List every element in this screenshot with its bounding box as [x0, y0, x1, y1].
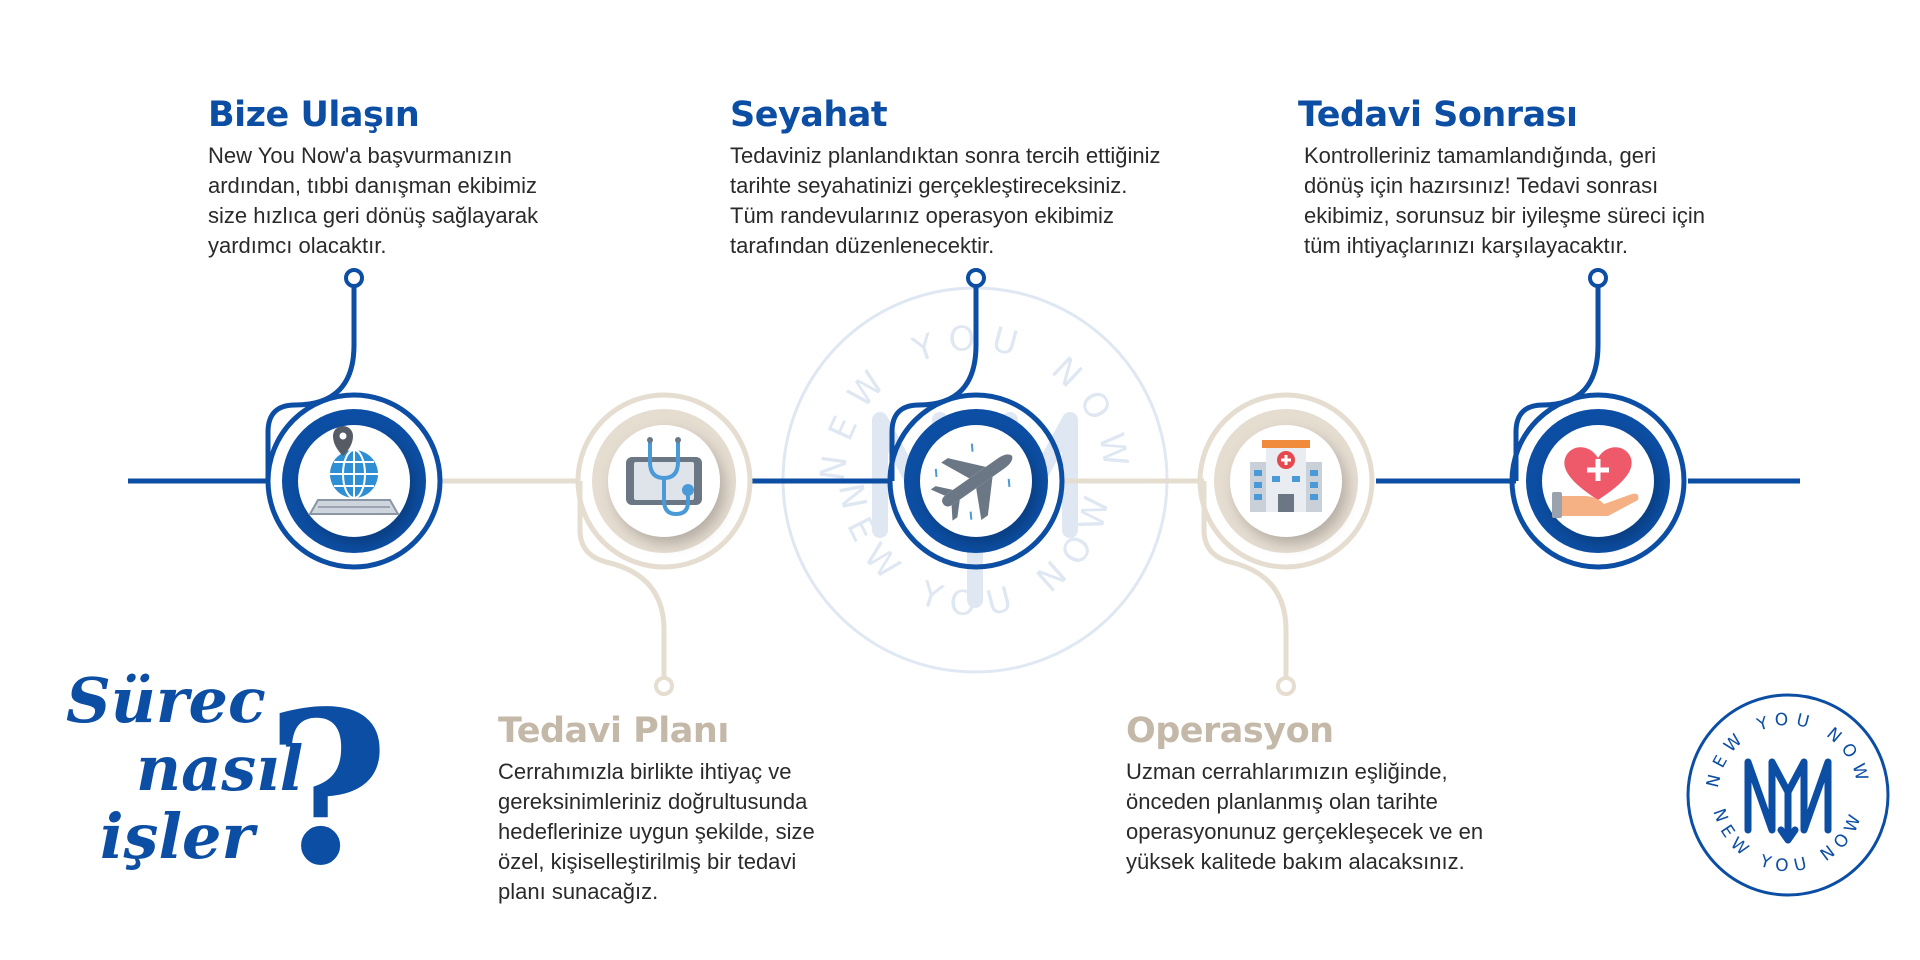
upper-pins	[346, 270, 1606, 286]
step-3-description: Tedaviniz planlandıktan sonra tercih ettiğiniz tarihte seyahatinizi gerçekleştireceksiniz. Tüm randevularınız operasyon ekibimiz tarafından düzenlenecektir.	[730, 142, 1161, 258]
step-3-block	[730, 96, 1240, 261]
svg-text:NEW YOU NOW: NEW YOU NOW	[1703, 709, 1874, 790]
step-1-node	[268, 395, 440, 567]
step-3-title: Seyahat	[730, 95, 888, 135]
question-mark: ?	[266, 665, 390, 912]
step-2-node	[578, 395, 750, 567]
step-2-title: Tedavi Planı	[498, 711, 729, 751]
svg-text:NEW YOU NOW: NEW YOU NOW	[812, 318, 1138, 484]
step-5-block	[1298, 96, 1768, 261]
step-1-block	[208, 96, 608, 261]
headline	[66, 664, 389, 912]
svg-text:NEW YOU NOW: NEW YOU NOW	[829, 479, 1121, 625]
step-5-node	[1512, 395, 1684, 567]
step-4-description: Uzman cerrahlarımızın eşliğinde, önceden planlanmış olan tarihte operasyonunuz gerçekleşecek ve en yüksek kalitede bakım alacaksınız.	[1126, 758, 1484, 874]
step-4-node	[1200, 395, 1372, 567]
step-2-description: Cerrahımızla birlikte ihtiyaç ve gereksinimleriniz doğrultusunda hedeflerinize uygun şekilde, size özel, kişiselleştirilmiş bir tedavi planı sunacağız.	[498, 758, 815, 904]
headline-line-1: Sürec	[66, 664, 266, 737]
step-3-node	[890, 395, 1062, 567]
headline-line-3: işler	[100, 800, 255, 873]
step-5-description: Kontrolleriniz tamamlandığında, geri dönüş için hazırsınız! Tedavi sonrası ekibimiz, sorunsuz bir iyileşme süreci için tüm ihtiyaçlarınızı karşılayacaktır.	[1304, 142, 1706, 258]
step-2-block	[498, 712, 898, 907]
step-1-title: Bize Ulaşın	[208, 95, 420, 135]
headline-line-2: nasıl	[136, 732, 304, 805]
step-1-description: New You Now'a başvurmanızın ardından, tıbbi danışman ekibimiz size hızlıca geri dönüş sağlayarak yardımcı olacaktır.	[208, 142, 539, 258]
step-4-block	[1126, 712, 1526, 877]
lower-pins	[656, 678, 1294, 694]
step-5-title: Tedavi Sonrası	[1298, 95, 1578, 135]
svg-text:NEW YOU NOW: NEW YOU NOW	[1708, 805, 1868, 877]
step-4-title: Operasyon	[1126, 711, 1334, 751]
